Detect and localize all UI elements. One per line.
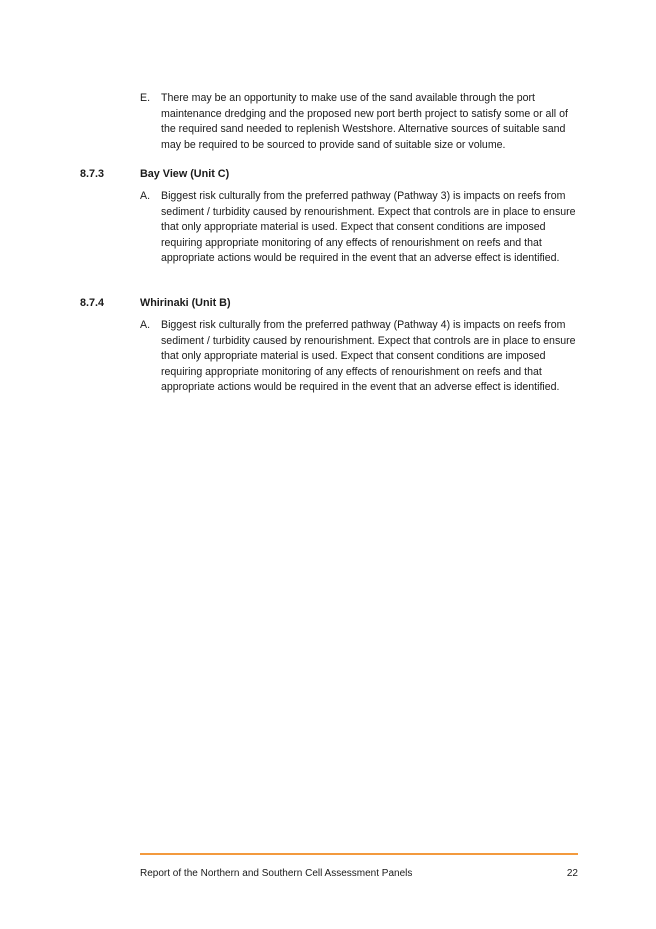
section-heading-8-7-4 xyxy=(80,296,231,311)
section-title: Bay View (Unit C) xyxy=(140,168,230,180)
list-marker: A. xyxy=(140,319,151,331)
list-marker: E. xyxy=(140,92,151,104)
section-number: 8.7.4 xyxy=(80,297,105,309)
page-number: 22 xyxy=(566,868,578,879)
footer-report-title: Report of the Northern and Southern Cell Assessment Panels xyxy=(140,868,413,879)
list-item-e xyxy=(140,91,578,153)
paragraph-text: Biggest risk culturally from the preferred pathway (Pathway 3) is impacts on reefs from sediment / turbidity caused by renourishment. Expect that controls are in place to ensure that only appropriate material is used. Expect that consent conditions are imposed requiring appropriate monitoring of any effects of renourishment on reefs and that appropriate actions would be required in the event that an adverse effect is identified. xyxy=(161,190,576,264)
list-marker: A. xyxy=(140,190,151,202)
paragraph-text: There may be an opportunity to make use of the sand available through the port maintenance dredging and the proposed new port berth project to satisfy some or all of the required sand needed to replenish Westshore. Alternative sources of suitable sand may be required to be sourced to provide sand of suitable size or volume. xyxy=(161,92,568,151)
section-heading-8-7-3 xyxy=(80,167,229,182)
section-number: 8.7.3 xyxy=(80,168,105,180)
list-item-a xyxy=(140,318,578,396)
list-item-a xyxy=(140,189,578,267)
section-title: Whirinaki (Unit B) xyxy=(140,297,231,309)
paragraph-text: Biggest risk culturally from the preferred pathway (Pathway 4) is impacts on reefs from sediment / turbidity caused by renourishment. Expect that controls are in place to ensure that only appropriate material is used. Expect that consent conditions are imposed requiring appropriate monitoring of any effects of renourishment on reefs and that appropriate actions would be required in the event that an adverse effect is identified. xyxy=(161,319,576,393)
footer-divider xyxy=(140,853,578,855)
